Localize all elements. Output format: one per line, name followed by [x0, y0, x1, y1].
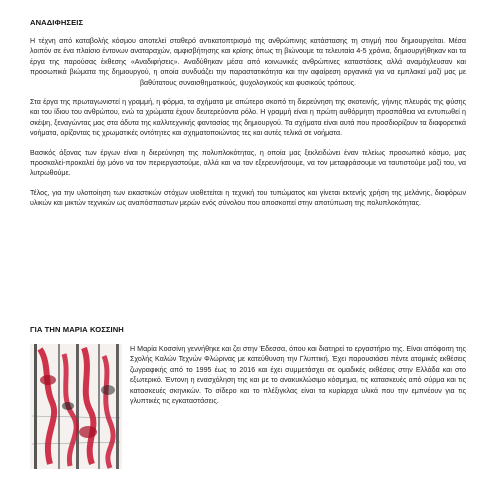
paragraph-technique: Τέλος, για την υλοποίηση των εικαστικών στόχων υιοθετείται η τεχνική του τυπώματος και γίνεται εκτενής χρήση της μελάνης, διαφόρων υλικών και μικτών τεχνικών ως αναπόσπαστων μερών ενός σύνολου που αποσκοπεί στην αποτύπωση της πολυπλοκότητας. [30, 188, 466, 208]
bio-title: ΓΙΑ ΤΗΝ ΜΑΡΙΑ ΚΟΣΣΙΝΗ [30, 325, 124, 334]
artwork-image-drawing [30, 344, 122, 469]
artwork-image [30, 344, 122, 469]
bio-text-column [122, 344, 466, 469]
paragraph-line-form: Στα έργα της πρωταγωνιστεί η γραμμή, η φόρμα, τα σχήματα με απώτερο σκοπό τη διερεύνηση της σκοτεινής, γήινης πλευράς της φύσης και του ίδιου του ανθρώπου, ενώ τα χρώματα έχουν δευτερεύοντα ρόλο. Η γραμμή είναι η πρώτη αυθόρμητη προσπάθεια να εντυπωθεί η σκέψη, ξεναγώντας μας στα άδυτα της καλλιτεχνικής φαντασίας της δημιουργού. Τα σχήματα είναι αυτά που προσδιορίζουν τα διαφορετικά νοήματα, ορίζοντας τις χρωματικές οντότητες και σχηματοποιώντας τες και αυτές τελικά σε νοήματα. [30, 98, 466, 138]
essay-section [30, 18, 466, 209]
bio-row [30, 344, 466, 469]
paragraph-complexity: Βασικός άξονας των έργων είναι η διερεύνηση της πολυπλοκότητας, η οποία μας ξεκλειδώνει έναν τελείως προσωπικό κόσμο, μας προσκαλεί-προκαλεί όχι μόνο να τον περιεργαστούμε, αλλά και να τον εξερευνήσουμε, να τον μεταφράσουμε να ταυτιστούμε μαζί του, να λυτρωθούμε. [30, 148, 466, 178]
section-title: ΑΝΑΔΙΦΗΣΕΙΣ [30, 18, 84, 27]
paragraph-intro: Η τέχνη από καταβολής κόσμου αποτελεί σταθερό αντικατοπτρισμό της ανθρώπινης κατάστασης τη στιγμή που δημιουργείται. Μέσα λοιπόν σε ένα πλαίσιο έντονων αναταραχών, αμφισβήτησης και κρίσης όπως τη βιώνουμε τα τελευταία 4-5 χρόνια, δημιουργήθηκαν και τα έργα της παρούσας έκθεσης «Αναδιφήσεις». Αναδύθηκαν μέσα από κοινωνικές ανθρώπινες καταστάσεις αλλά αναμόχλευσαν και προσωπικά βιώματα της δημιουργού, η οποία συνδυάζει την παραστατικότητα και την αφαίρεση οργανικά για να εμπλακεί μαζί μας με βαθύτατους συναισθηματικούς, ψυχολογικούς και φυσικούς τρόπους. [30, 37, 466, 87]
bio-paragraph: Η Μαρία Κοσσίνη γεννήθηκε και ζει στην Έδεσσα, όπου και διατηρεί το εργαστήριο της. Είναι απόφοιτη της Σχολής Καλών Τεχνών Φλώρινας με κατεύθυνση την Γλυπτική. Έχει παρουσιάσει πέντε ατομικές εκθέσεις ζωγραφικής από το 1995 έως το 2016 και έχει συμμετάσχει σε ομαδικές εκθέσεις στην Ελλάδα και στο εξωτερικό. Έντονη η ενασχόληση της και με το ανακυκλώσιμο κόσμημα, τις κατασκευές από σύρμα και τις κατασκευές σκηνικών. Το σίδερο και το πλέξιγκλας είναι τα κυρίαρχα υλικά που την εμπνέουν για τις γλυπτικές τις εγκαταστάσεις. [130, 345, 466, 406]
bio-section [30, 325, 466, 469]
